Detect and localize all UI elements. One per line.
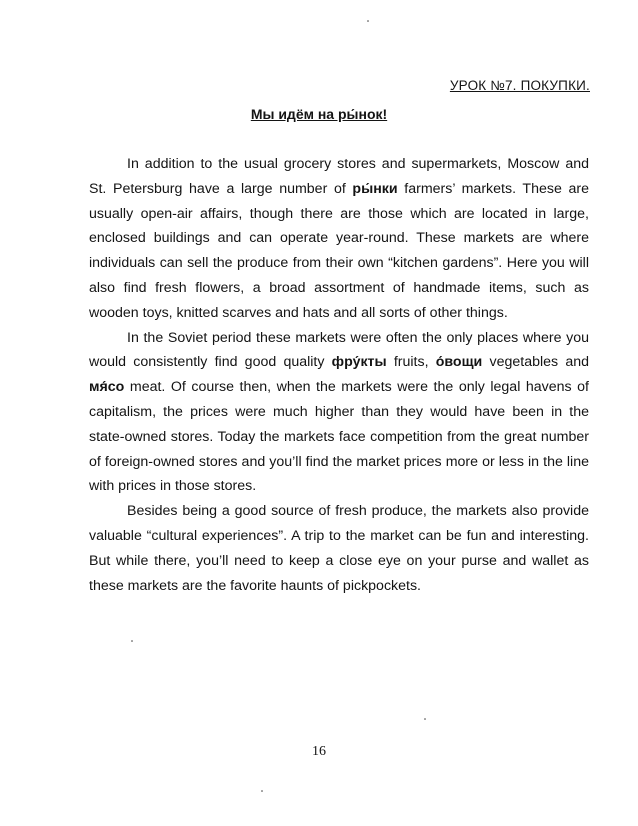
scan-speck — [424, 718, 426, 720]
russian-term: фру́кты — [331, 354, 387, 371]
text-run: In addition to the usual grocery stores and supermarkets, Moscow and St. Petersburg have a large number of — [89, 156, 589, 197]
russian-term: мя́со — [89, 379, 125, 396]
scan-speck — [131, 640, 133, 642]
text-run: fruits, — [386, 354, 436, 371]
text-run: farmers’ markets. These are usually open-air affairs, though there are those which are located in large, enclosed buildings and can operate year-round. These markets are where individuals can sell the produce from their own “kitchen gardens”. Here you will also find fresh flowers, a broad assortment of handmade items, such as wooden toys, knitted scarves and hats and all sorts of other things. — [89, 180, 589, 321]
text-run: meat. Of course then, when the markets were the only legal havens of capitalism, the prices were much higher than they would have been in the state-owned stores. Today the markets face competition from the great number of foreign-owned stores and you’ll find the market prices more or less in the line with prices in those stores. — [89, 379, 589, 495]
text-run: In the Soviet period these markets were often the only places where you would consistently find good quality — [89, 329, 589, 371]
page-number: 16 — [312, 744, 326, 759]
russian-term: ры́нки — [352, 180, 398, 197]
scan-speck — [261, 790, 263, 792]
page-title: Мы идём на ры́нок! — [250, 106, 388, 122]
text-run: vegetables and — [482, 354, 589, 371]
body-text — [89, 152, 589, 598]
text-run: Besides being a good source of fresh produce, the markets also provide valuable “cultural experiences”. A trip to the market can be fun and interesting. But while there, you’ll need to keep a close eye on your purse and wallet as these markets are the favorite haunts of pickpockets. — [89, 503, 589, 594]
paragraph — [89, 499, 589, 598]
paragraph — [89, 326, 589, 500]
paragraph — [89, 152, 589, 326]
lesson-header: УРОК №7. ПОКУПКИ. — [449, 78, 590, 93]
russian-term: о́вощи — [435, 354, 483, 371]
scan-speck — [367, 20, 369, 22]
